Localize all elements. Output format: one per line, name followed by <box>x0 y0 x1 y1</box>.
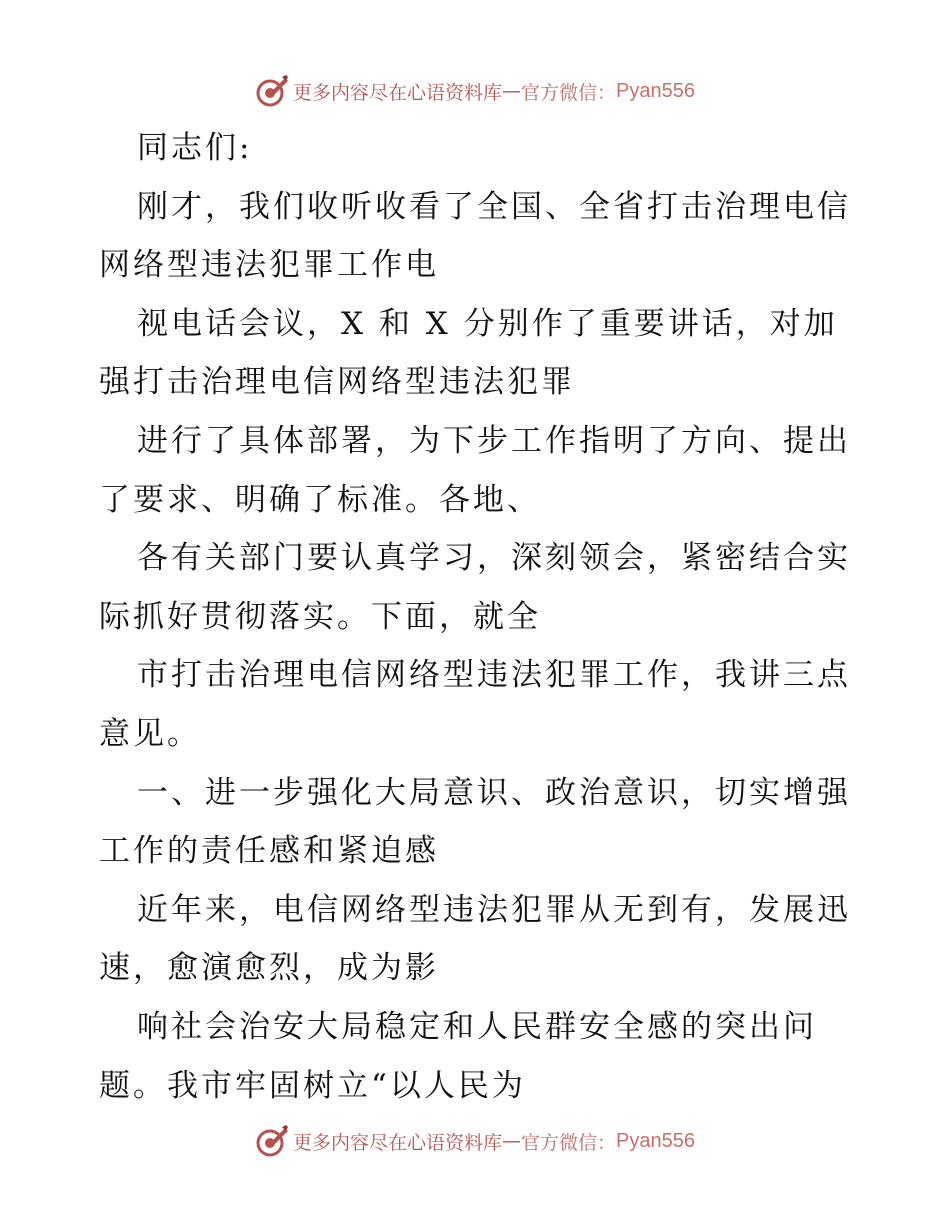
body-line: 速，愈演愈烈，成为影 <box>99 950 439 987</box>
body-line: 响社会治安大局稳定和人民群安全感的突出问 <box>137 1008 817 1045</box>
body-line: 网络型违法犯罪工作电 <box>99 247 439 284</box>
body-line: 近年来，电信网络型违法犯罪从无到有，发展迅 <box>137 891 851 928</box>
body-line: 同志们: <box>137 130 253 166</box>
banner-wechat-id: Pyan556 <box>616 1129 695 1152</box>
body-line: 视电话会议，X 和 X 分别作了重要讲话，对加 <box>137 305 838 342</box>
pen-circle-logo-icon <box>255 74 289 108</box>
body-line: 刚才，我们收听收看了全国、全省打击治理电信 <box>137 188 851 225</box>
body-line: 意见。 <box>99 715 201 752</box>
header-banner <box>0 71 950 111</box>
body-line: 际抓好贯彻落实。下面，就全 <box>99 598 541 635</box>
body-line: 各有关部门要认真学习，深刻领会，紧密结合实 <box>137 540 851 577</box>
banner-wechat-label: 官方微信： <box>521 1131 617 1154</box>
body-line: 强打击治理电信网络型违法犯罪 <box>99 364 575 401</box>
section-heading-line: 工作的责任感和紧迫感 <box>99 833 439 870</box>
banner-site-text: 更多内容尽在心语资料库 <box>293 81 503 104</box>
body-line: 进行了具体部署，为下步工作指明了方向、提出 <box>137 422 851 459</box>
body-line: 了要求、明确了标准。各地、 <box>99 481 541 518</box>
banner-site-text: 更多内容尽在心语资料库 <box>293 1131 503 1154</box>
pen-circle-logo-icon <box>255 1124 289 1158</box>
section-heading-line: 一、进一步强化大局意识、政治意识，切实增强 <box>137 774 851 811</box>
footer-banner <box>0 1121 950 1161</box>
body-line: 题。我市牢固树立“以人民为 <box>99 1067 526 1104</box>
document-body <box>99 119 859 1115</box>
banner-separator: — <box>502 1130 522 1152</box>
body-line: 市打击治理电信网络型违法犯罪工作，我讲三点 <box>137 657 851 694</box>
banner-wechat-label: 官方微信： <box>521 81 617 104</box>
banner-wechat-id: Pyan556 <box>616 79 695 102</box>
banner-separator: — <box>502 80 522 102</box>
